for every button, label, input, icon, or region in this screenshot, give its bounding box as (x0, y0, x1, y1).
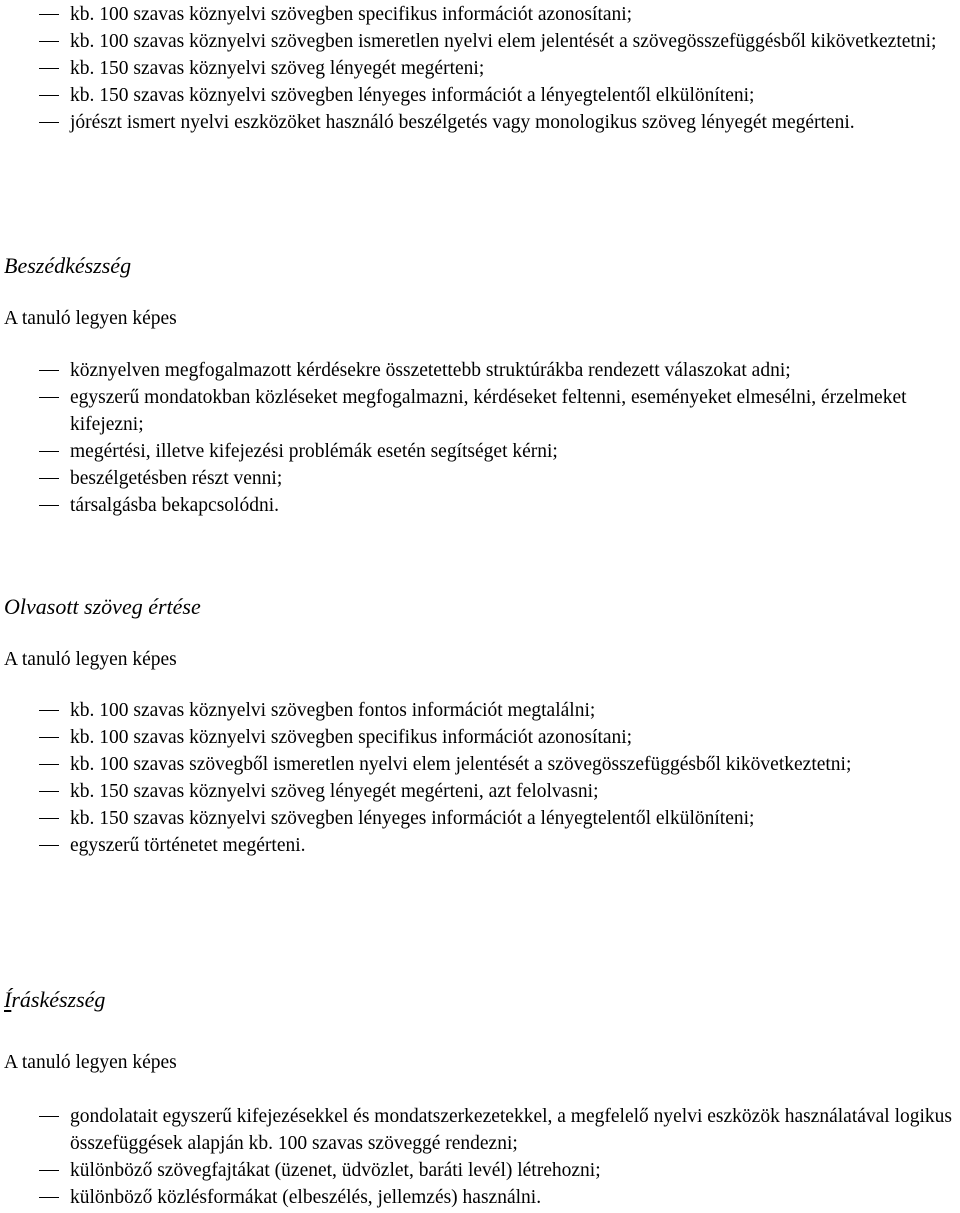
list-item: kb. 150 szavas köznyelvi szöveg lényegét megérteni; (0, 55, 960, 82)
section-heading-olvasott-szoveg-ertese: Olvasott szöveg értése (4, 594, 201, 619)
heading-rest: ráskészség (11, 987, 106, 1012)
section-list-block (0, 1103, 960, 1211)
section-intro: A tanuló legyen képes (4, 1052, 177, 1073)
section-intro: A tanuló legyen képes (4, 649, 177, 670)
list-item: egyszerű mondatokban közléseket megfogalmazni, kérdéseket feltenni, eseményeket elmesélni, érzelmeket kifejezni; (0, 384, 960, 438)
list-item: megértési, illetve kifejezési problémák esetén segítséget kérni; (0, 438, 960, 465)
list-item: jórészt ismert nyelvi eszközöket használó beszélgetés vagy monologikus szöveg lényegét megérteni. (0, 109, 960, 136)
section-list (0, 357, 960, 519)
heading-first-letter: Í (4, 987, 12, 1012)
list-item: beszélgetésben részt venni; (0, 465, 960, 492)
list-item: társalgásba bekapcsolódni. (0, 492, 960, 519)
list-item: gondolatait egyszerű kifejezésekkel és mondatszerkezetekkel, a megfelelő nyelvi eszközök használatával logikus összefüggések alapján kb. 100 szavas szöveggé rendezni; (0, 1103, 960, 1157)
list-item: kb. 100 szavas szövegből ismeretlen nyelvi elem jelentését a szövegösszefüggésből kikövetkeztetni; (0, 751, 960, 778)
list-item: kb. 150 szavas köznyelvi szövegben lényeges információt a lényegtelentől elkülöníteni; (0, 805, 960, 832)
section-heading-beszedkeszseg: Beszédkészség (4, 253, 132, 278)
section-list (0, 697, 960, 859)
list-item: kb. 100 szavas köznyelvi szövegben specifikus információt azonosítani; (0, 724, 960, 751)
list-item: egyszerű történetet megérteni. (0, 832, 960, 859)
list-item: kb. 100 szavas köznyelvi szövegben ismeretlen nyelvi elem jelentését a szövegösszefüggésből kikövetkeztetni; (0, 28, 960, 55)
list-item: kb. 150 szavas köznyelvi szövegben lényeges információt a lényegtelentől elkülöníteni; (0, 82, 960, 109)
list-item: kb. 100 szavas köznyelvi szövegben fontos információt megtalálni; (0, 697, 960, 724)
list-item: különböző szövegfajtákat (üzenet, üdvözlet, baráti levél) létrehozni; (0, 1157, 960, 1184)
section-list-block (0, 697, 960, 859)
section-list (0, 1103, 960, 1211)
top-list-block (0, 1, 960, 136)
top-list (0, 1, 960, 136)
section-list-block (0, 357, 960, 519)
list-item: kb. 100 szavas köznyelvi szövegben specifikus információt azonosítani; (0, 1, 960, 28)
list-item: köznyelven megfogalmazott kérdésekre összetettebb struktúrákba rendezett válaszokat adni; (0, 357, 960, 384)
list-item: kb. 150 szavas köznyelvi szöveg lényegét megérteni, azt felolvasni; (0, 778, 960, 805)
section-intro: A tanuló legyen képes (4, 308, 177, 329)
list-item: különböző közlésformákat (elbeszélés, jellemzés) használni. (0, 1184, 960, 1211)
section-heading-iraskeszseg (4, 986, 105, 1014)
